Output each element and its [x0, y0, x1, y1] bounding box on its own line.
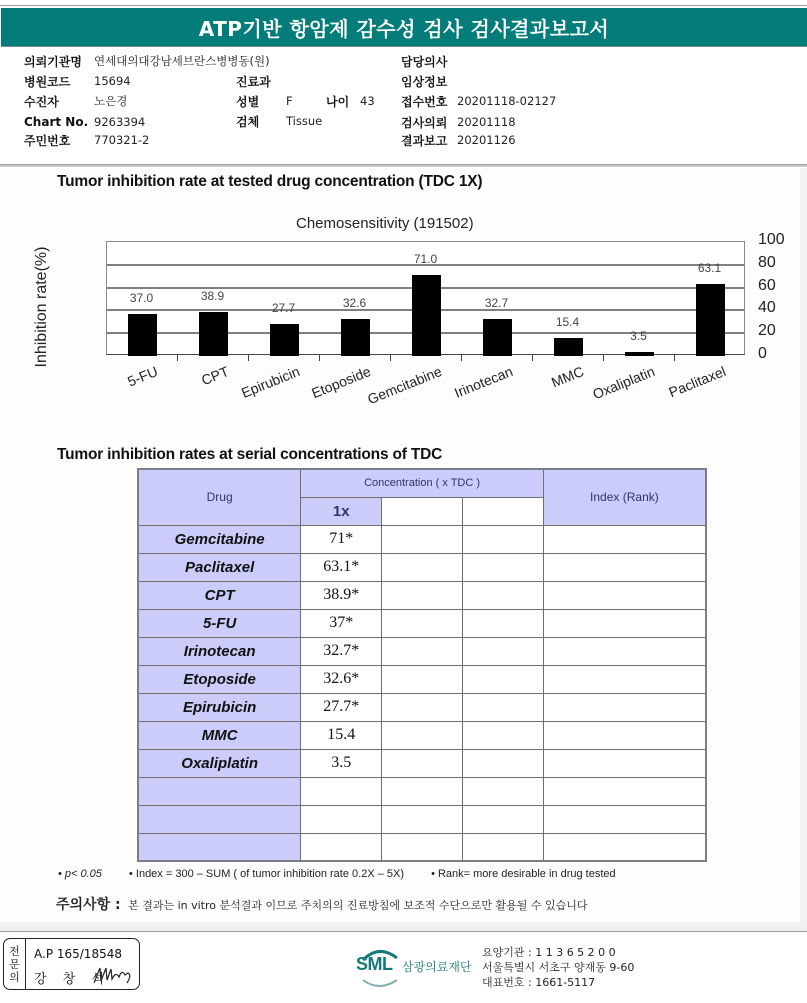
resident-no-value: 770321-2 [94, 133, 150, 147]
bar-value-label: 38.9 [200, 288, 225, 303]
specimen-row [236, 112, 322, 130]
x-tick-mark [674, 355, 675, 361]
value-conc-3 [463, 721, 544, 749]
value-conc-3 [463, 777, 544, 805]
x-tick-label: CPT [198, 363, 231, 389]
index-rank [543, 637, 706, 665]
y-tick-label: 100 [758, 231, 785, 248]
institution-value: 연세대의대강남세브란스병병동(원) [94, 54, 270, 68]
signature-box [3, 938, 140, 990]
specimen-label: 검체 [236, 114, 260, 129]
x-tick-mark [177, 355, 178, 361]
sex-label: 성별 [236, 94, 260, 109]
index-rank [543, 525, 706, 553]
table-body [138, 525, 706, 861]
ap-number: A.P 165/18548 [34, 947, 122, 961]
request-date-row [401, 113, 516, 131]
value-1x: 3.5 [301, 749, 382, 777]
table-row [138, 553, 706, 581]
bar-value-label: 37.0 [129, 290, 154, 305]
x-tick-label: 5-FU [124, 363, 160, 390]
chart-no-row [24, 113, 145, 131]
chart-no-label: Chart No. [24, 115, 89, 129]
index-rank [543, 609, 706, 637]
bar-oxaliplatin [625, 352, 654, 356]
organization-address: 서울특별시 서초구 양재동 9-60 [482, 961, 635, 974]
caution-note [56, 894, 588, 914]
header-conc-2 [382, 497, 463, 525]
y-tick-label: 0 [758, 345, 767, 362]
x-tick-label: Epirubicin [238, 363, 302, 401]
value-conc-3 [463, 833, 544, 861]
drug-name [138, 777, 301, 805]
x-tick-label: Paclitaxel [665, 363, 728, 401]
x-tick-mark [461, 355, 462, 361]
index-rank [543, 693, 706, 721]
sex-row [236, 92, 375, 110]
value-conc-2 [382, 581, 463, 609]
institution-label: 의뢰기관명 [24, 54, 82, 69]
index-rank [543, 777, 706, 805]
value-1x: 38.9* [301, 581, 382, 609]
value-conc-3 [463, 581, 544, 609]
value-conc-3 [463, 609, 544, 637]
specialist-char-1: 전 [9, 944, 20, 958]
bottom-divider [0, 922, 807, 932]
organization-name: 삼광의료재단 [402, 960, 472, 974]
receipt-no-label: 접수번호 [401, 94, 448, 109]
organization-code: 요양기관 : 1 1 3 6 5 2 0 0 [482, 946, 616, 959]
table-row [138, 721, 706, 749]
value-conc-2 [382, 693, 463, 721]
bar-value-label: 71.0 [413, 252, 438, 267]
chart-title: Chemosensitivity (191502) [296, 215, 474, 232]
header-conc-3 [463, 497, 544, 525]
value-1x: 37* [301, 609, 382, 637]
patient-value: 노은경 [94, 94, 128, 108]
drug-name: CPT [138, 581, 301, 609]
age-value: 43 [360, 94, 375, 108]
drug-name: Gemcitabine [138, 525, 301, 553]
report-date-label: 결과보고 [401, 133, 448, 148]
table-row [138, 693, 706, 721]
x-tick-mark [532, 355, 533, 361]
value-conc-2 [382, 721, 463, 749]
table-row [138, 749, 706, 777]
index-rank [543, 805, 706, 833]
section-divider [0, 164, 807, 167]
value-conc-3 [463, 749, 544, 777]
bar-value-label: 15.4 [555, 315, 580, 330]
table-row [138, 637, 706, 665]
section1-title: Tumor inhibition rate at tested drug concentration (TDC 1X) [57, 173, 483, 190]
y-tick-label: 20 [758, 322, 776, 340]
value-conc-3 [463, 805, 544, 833]
x-tick-mark [390, 355, 391, 361]
index-rank [543, 665, 706, 693]
hospital-code-row [24, 72, 131, 90]
table-row [138, 525, 706, 553]
value-conc-2 [382, 777, 463, 805]
patient-label: 수진자 [24, 94, 59, 109]
resident-no-label: 주민번호 [24, 133, 71, 148]
header-concentration: Concentration ( x TDC ) [301, 469, 544, 497]
index-rank [543, 553, 706, 581]
x-tick-label: Irinotecan [451, 363, 515, 401]
x-tick-mark [248, 355, 249, 361]
value-conc-3 [463, 665, 544, 693]
header-1x: 1x [301, 497, 382, 525]
report-date-value: 20201126 [457, 133, 516, 147]
sex-value: F [286, 94, 293, 108]
specialist-char-3: 의 [9, 970, 20, 984]
report-date-row [401, 131, 516, 149]
drug-name: MMC [138, 721, 301, 749]
y-tick-label: 80 [758, 253, 776, 271]
patient-info [0, 52, 807, 164]
value-1x [301, 833, 382, 861]
bar-etoposide [341, 319, 370, 356]
doctor-row [401, 52, 447, 70]
department-row [236, 72, 271, 90]
value-conc-2 [382, 665, 463, 693]
resident-no-row [24, 131, 149, 149]
value-1x [301, 777, 382, 805]
value-1x: 32.7* [301, 637, 382, 665]
bar-epirubicin [270, 324, 299, 356]
specimen-value: Tissue [286, 114, 323, 128]
value-conc-2 [382, 609, 463, 637]
value-conc-2 [382, 805, 463, 833]
value-conc-3 [463, 553, 544, 581]
table-row [138, 581, 706, 609]
organization-info [482, 945, 634, 990]
receipt-no-value: 20201118-02127 [457, 94, 557, 108]
table-row [138, 833, 706, 861]
value-conc-3 [463, 693, 544, 721]
drug-name: Epirubicin [138, 693, 301, 721]
value-conc-2 [382, 637, 463, 665]
age-label: 나이 [326, 94, 350, 109]
request-date-label: 검사의뢰 [401, 115, 448, 130]
caution-text: 본 결과는 in vitro 분석결과 이므로 주치의의 진료방침에 보조적 수단으로만 활용될 수 있습니다 [128, 899, 588, 912]
table-row [138, 805, 706, 833]
organization-phone: 대표번호 : 1661-5117 [482, 976, 596, 989]
drug-name: Etoposide [138, 665, 301, 693]
value-1x: 71* [301, 525, 382, 553]
top-border [0, 0, 807, 6]
drug-name [138, 805, 301, 833]
receipt-no-row [401, 92, 556, 110]
footnote-p: • p< 0.05 [58, 868, 102, 880]
drug-name: Paclitaxel [138, 553, 301, 581]
y-tick-label: 40 [758, 299, 776, 317]
x-tick-label: Etoposide [308, 363, 373, 402]
value-1x: 15.4 [301, 721, 382, 749]
value-conc-2 [382, 553, 463, 581]
table-row [138, 609, 706, 637]
report-edge [800, 168, 807, 923]
table-row [138, 777, 706, 805]
request-date-value: 20201118 [457, 115, 516, 129]
bar-irinotecan [483, 319, 512, 356]
index-rank [543, 721, 706, 749]
x-tick-label: Oxaliplatin [589, 363, 657, 403]
logo-text: SML [356, 954, 393, 974]
report-title: ATP기반 항암제 감수성 검사 검사결과보고서 [1, 8, 807, 47]
doctor-label: 담당의사 [401, 54, 448, 69]
x-tick-mark [603, 355, 604, 361]
drug-name: Oxaliplatin [138, 749, 301, 777]
hospital-code-label: 병원코드 [24, 74, 71, 89]
value-conc-3 [463, 637, 544, 665]
bar-value-label: 3.5 [630, 329, 647, 343]
footnotes [58, 868, 640, 880]
chart-ylabel: Inhibition rate(%) [33, 246, 50, 368]
bar-value-label: 32.6 [342, 295, 367, 310]
bar-value-label: 27.7 [271, 301, 296, 316]
drug-name: 5-FU [138, 609, 301, 637]
x-tick-mark [319, 355, 320, 361]
value-conc-2 [382, 749, 463, 777]
header-drug: Drug [138, 469, 301, 525]
value-conc-2 [382, 525, 463, 553]
value-1x: 27.7* [301, 693, 382, 721]
institution-row [24, 52, 270, 70]
bar-gemcitabine [412, 275, 441, 356]
value-conc-3 [463, 525, 544, 553]
tdc-table [137, 468, 707, 862]
footnote-index: • Index = 300 – SUM ( of tumor inhibition rate 0.2X – 5X) [128, 868, 405, 880]
drug-name [138, 833, 301, 861]
bar-value-label: 32.7 [484, 295, 509, 310]
caution-label: 주의사항 : [56, 897, 121, 913]
section2-title: Tumor inhibition rates at serial concentrations of TDC [57, 446, 443, 463]
specialist-name: 강 창 석 [34, 972, 110, 987]
footnote-rank: • Rank= more desirable in drug tested [431, 868, 616, 880]
index-rank [543, 581, 706, 609]
x-tick-label: Gemcitabine [364, 363, 444, 408]
y-tick-label: 60 [758, 276, 776, 294]
hospital-code-value: 15694 [94, 74, 131, 88]
bar-value-label: 63.1 [697, 261, 722, 276]
bar-5-fu [128, 314, 157, 356]
drug-name: Irinotecan [138, 637, 301, 665]
value-1x [301, 805, 382, 833]
specialist-char-2: 문 [9, 957, 20, 971]
bar-paclitaxel [696, 284, 725, 356]
table-header-row-1 [138, 469, 706, 497]
value-1x: 32.6* [301, 665, 382, 693]
clinical-info-label: 임상정보 [401, 74, 448, 89]
value-conc-2 [382, 833, 463, 861]
bar-cpt [199, 312, 228, 356]
patient-row [24, 92, 127, 110]
department-label: 진료과 [236, 74, 271, 89]
header-index: Index (Rank) [543, 469, 706, 525]
value-1x: 63.1* [301, 553, 382, 581]
index-rank [543, 749, 706, 777]
table-row [138, 665, 706, 693]
specialist-label [4, 939, 26, 989]
bar-mmc [554, 338, 583, 356]
signature-icon [92, 965, 134, 985]
x-tick-label: MMC [548, 363, 586, 391]
index-rank [543, 833, 706, 861]
clinical-info-row [401, 72, 447, 90]
chart-no-value: 9263394 [94, 115, 146, 129]
